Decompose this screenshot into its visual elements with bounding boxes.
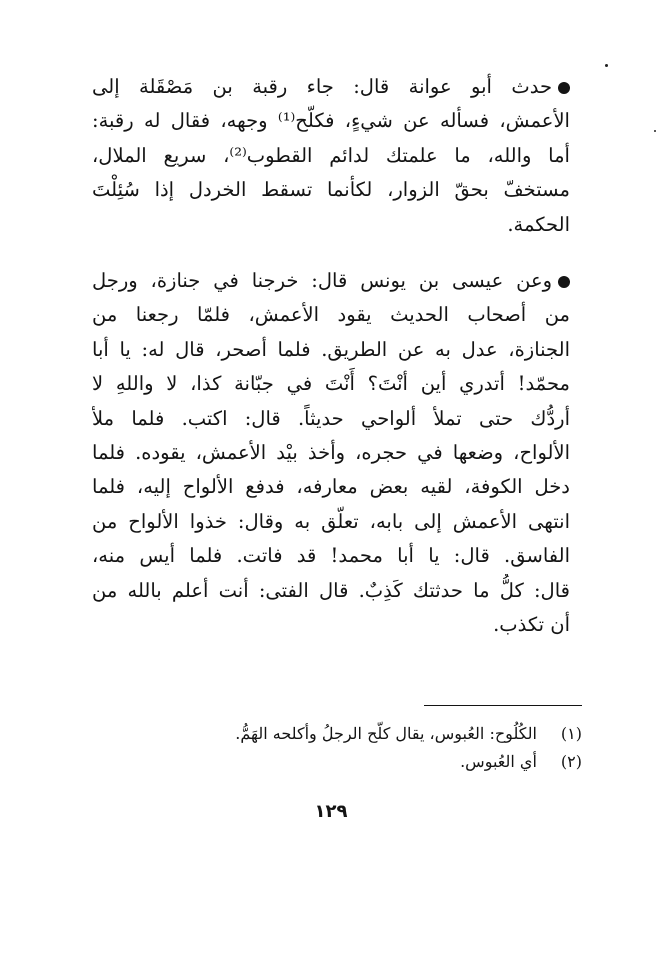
footnotes [150,720,582,776]
paragraph-1 [92,70,570,242]
ink-speck [654,130,656,132]
paragraph-line: انتهى الأعمش إلى بابه، تعلّق به وقال: خذوا الألواح من [92,509,570,533]
footnote-divider [424,705,582,706]
page-number: ١٢٩ [314,801,348,822]
paragraph-line: دخل الكوفة، لقيه بعض معارفه، فدفع الألواح إليه، فلما [92,475,570,499]
paragraph-line: محمّد! أتدري أين أنْتَ؟ أَنْتَ في جبّانة كذا، لا واللهِ لا [92,372,570,396]
footnote-number: (٢) [560,752,582,771]
footnote-text: أي العُبوس. [460,752,537,771]
paragraph-line: أما والله، ما علمتك لدائم القطوب⁽²⁾، سريع الملال، [92,143,570,167]
paragraph-line: قال: كلُّ ما حدثتك كَذِبٌ. قال الفتى: أنت أعلم بالله من [92,578,570,602]
paragraph-line: أن تكذب. [493,612,570,636]
footnote-number: (١) [560,724,582,743]
paragraph-2 [92,264,570,642]
ink-speck [605,64,608,67]
paragraph-line: الأعمش، فسأله عن شيءٍ، فكلّح⁽¹⁾ وجهه، فقال له رقبة: [92,109,570,133]
paragraph-line: من أصحاب الحديث يقود الأعمش، فلمّا رجعنا من [92,303,570,327]
paragraph-line: الفاسق. قال: يا أبا محمد! قد فاتت. فلما أيس منه، [92,544,570,568]
paragraph-line: مستخفّ بحقّ الزوار، لكأنما تسقط الخردل إذا سُئِلْتَ [92,178,570,202]
bullet-icon [558,82,570,94]
bullet-icon [558,276,570,288]
paragraph-line: الألواح، وضعها في حجره، وأخذ بيْد الأعمش، يقوده. فلما [92,440,570,464]
paragraph-line: وعن عيسى بن يونس قال: خرجنا في جنازة، ورجل [92,264,570,298]
paragraph-line: حدث أبو عوانة قال: جاء رقبة بن مَصْقَلة إلى [92,70,570,104]
footnote-text: الكُلُوح: العُبوس، يقال كلّح الرجلُ وأكلحه الهَمُّ. [235,724,537,743]
paragraph-line: الجنازة، عدل به عن الطريق. فلما أصحر، قال له: يا أبا [92,337,570,361]
paragraph-line: أردُّك حتى تملأ ألواحي حديثاً. قال: اكتب. فلما ملأ [92,406,570,430]
footnote-2 [150,748,582,776]
paragraph-line: الحكمة. [507,212,570,236]
footnote-1 [150,720,582,748]
